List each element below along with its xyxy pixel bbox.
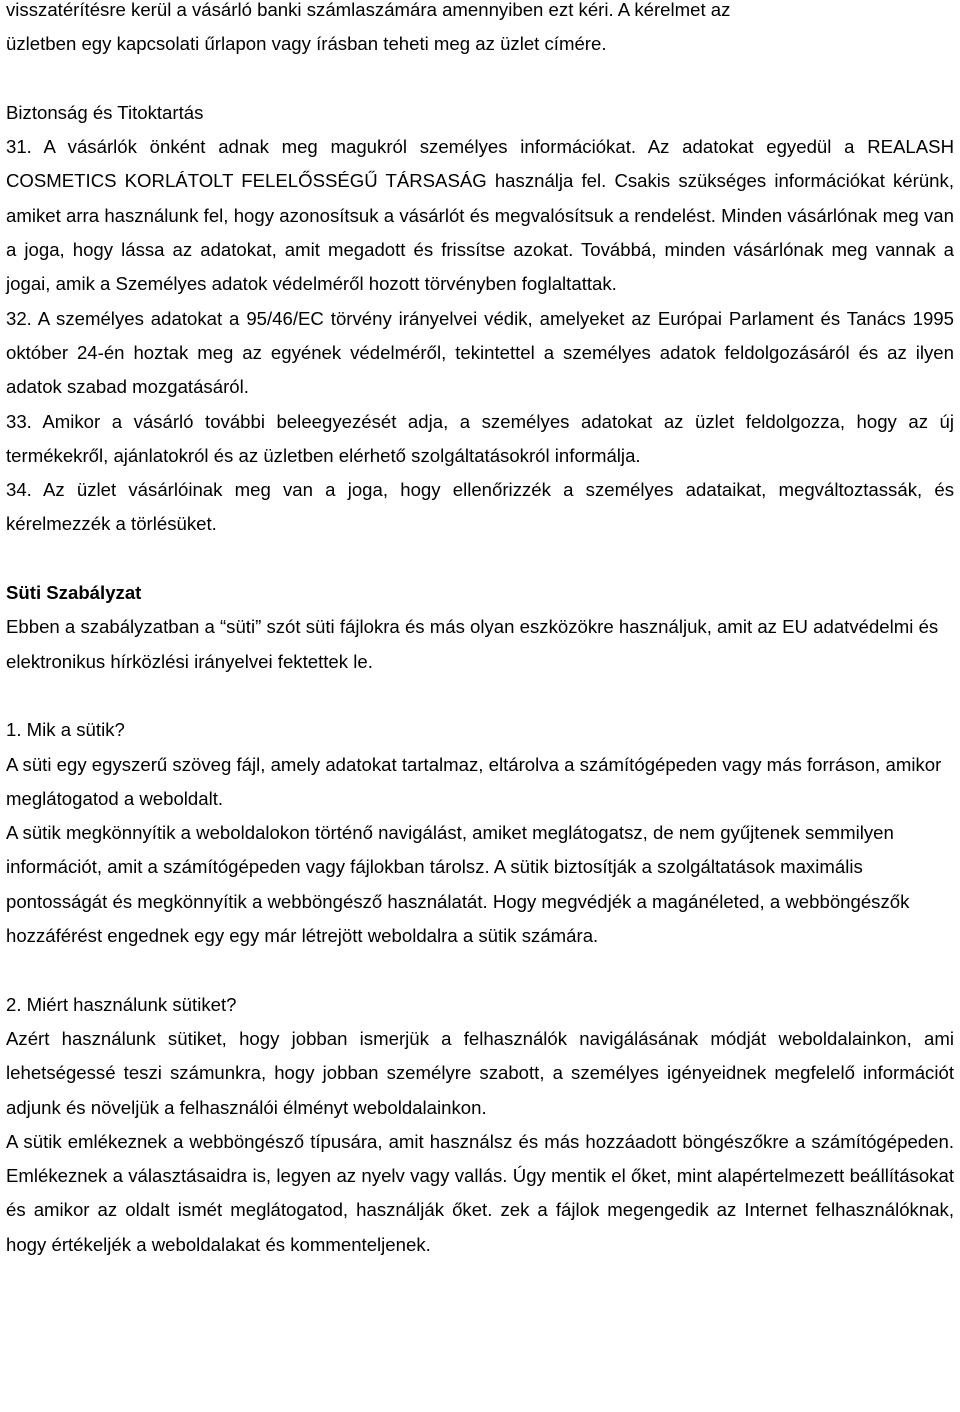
intro-line-2: üzletben egy kapcsolati űrlapon vagy írásban teheti meg az üzlet címére.	[6, 33, 607, 55]
question-2: 2. Miért használunk sütiket?	[6, 993, 237, 1015]
answer-2-part-2: A sütik emlékeznek a webböngésző típusára, amit használsz és más hozzáadott böngészőkre a számítógépeden. Emlékeznek a választásaidra is, legyen az nyelv vagy vallás. Úgy mentik el őket, mint alapértelmezett beállításokat és amikor az oldalt ismét meglátogatod, használják őket. zek a fájlok megengedik az Internet felhasználóknak, hogy értékeljék a weboldalakat és kommenteljenek.	[6, 1130, 954, 1255]
answer-1-part-2: A sütik megkönnyítik a weboldalokon történő navigálást, amiket meglátogatsz, de nem gyűjtenek semmilyen információt, amit a számítógépeden vagy fájlokban tárolsz. A sütik biztosítják a szolgáltatások maximális pontosságát és megkönnyítik a webböngésző használatát. Hogy megvédjék a magánéleted, a webböngészők hozzáférést engednek egy egy már létrejött weboldalra a sütik számára.	[6, 822, 910, 947]
intro-line-1: visszatérítésre kerül a vásárló banki számlaszámára amennyiben ezt kéri. A kérelmet az	[6, 0, 731, 20]
spacer	[6, 953, 954, 987]
answer-1-part-1: A süti egy egyszerű szöveg fájl, amely adatokat tartalmaz, eltárolva a számítógépeden vagy más forráson, amikor meglátogatod a weboldalt.	[6, 753, 942, 809]
paragraph-31: 31. A vásárlók önként adnak meg magukról személyes információkat. Az adatokat egyedül a REALASH COSMETICS KORLÁTOLT FELELŐSSÉGŰ TÁRSASÁG használja fel. Csakis szükséges információkat kérünk, amiket arra használunk fel, hogy azonosítsuk a vásárlót és megvalósítsuk a rendelést. Minden vásárlónak meg van a joga, hogy lássa az adatokat, amit megadott és frissítse azokat. Továbbá, minden vásárlónak meg vannak a jogai, amik a Személyes adatok védelméről hozott törvényben foglaltattak.	[6, 136, 954, 295]
paragraph-34: 34. Az üzlet vásárlóinak meg van a joga, hogy ellenőrizzék a személyes adataikat, megváltoztassák, és kérelmezzék a törlésüket.	[6, 479, 954, 535]
spacer	[6, 679, 954, 713]
cookie-intro: Ebben a szabályzatban a “süti” szót süti fájlokra és más olyan eszközökre használjuk, amit az EU adatvédelmi és elektronikus hírközlési irányelvei fektettek le.	[6, 616, 939, 672]
spacer	[6, 542, 954, 576]
paragraph-32: 32. A személyes adatokat a 95/46/EC törvény irányelvei védik, amelyeket az Európai Parlament és Tanács 1995 október 24-én hoztak meg az egyének védelméről, tekintettel a személyes adatok feldolgozásáról és az ilyen adatok szabad mozgatásáról.	[6, 307, 954, 398]
cookie-heading: Süti Szabályzat	[6, 582, 142, 604]
paragraph-33: 33. Amikor a vásárló további beleegyezését adja, a személyes adatokat az üzlet feldolgozza, hogy az új termékekről, ajánlatokról és az üzletben elérhető szolgáltatásokról informálja.	[6, 410, 954, 466]
answer-2-part-1: Azért használunk sütiket, hogy jobban ismerjük a felhasználók navigálásának módját weboldalainkon, ami lehetségessé teszi számunkra, hogy jobban személyre szabott, a személyes igényeidnek megfelelő információt adjunk és növeljük a felhasználói élményt weboldalainkon.	[6, 1027, 954, 1118]
spacer	[6, 62, 954, 96]
question-1: 1. Mik a sütik?	[6, 719, 125, 741]
privacy-heading: Biztonság és Titoktartás	[6, 101, 204, 123]
document-page	[6, 0, 954, 1262]
